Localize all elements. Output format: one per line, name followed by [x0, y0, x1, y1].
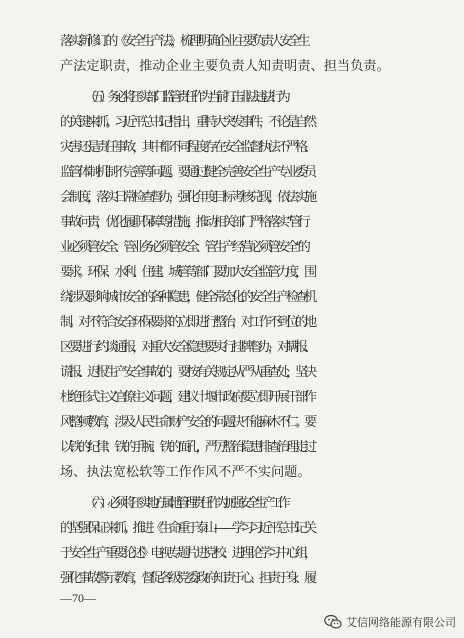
text-line: 会制度，落实日常检查督办，强化年度目标考核兑现，依法实施 [60, 190, 314, 205]
text-line: 区要进行约谈通报，对重大安全隐患要实行挂牌督办，对瞒报、 [60, 340, 314, 355]
page-number: —70— [60, 591, 96, 605]
text-line: 杜绝形式主义官僚主义问题，建议十堰市政府要立即开展干部作 [60, 390, 314, 405]
text-line: 制。对不符合安全环保要求的立即进行整治，对工作不到位的地 [60, 315, 314, 330]
text-line: 事故问责，优化履职保障等措施，推动相关部门严格落实“管行 [60, 215, 307, 230]
text-line: （五）务必将压实部门监管责任作为当前打击非法违法行为 [84, 90, 286, 105]
text-line: 监管体制机制不完善等问题。要通过健全完善安全生产专业委员 [60, 165, 314, 180]
text-line: 以铁的纪律、铁的手腕、铁的面孔，严厉整治隐患排查治理走过 [60, 440, 314, 455]
text-line: 场、执法宽松软等工作作风不严不实问题。 [60, 465, 311, 480]
text-line: 的坚强保证来抓。推进《生命重于泰山——学习习近平总书记关 [60, 521, 314, 536]
text-line: 产法定职责，推动企业主要负责人知责明责、担当负责。 [60, 59, 390, 74]
text-line: 灾害还是责任事故，其中都不同程度存在安全监督执法不严格、 [60, 140, 314, 155]
text-line: 要求。环保、水利、住建、城管等部门要加大安全监管力度，围 [60, 265, 314, 280]
text-line: 绕涉及影响城市安全的各种隐患，健全常态化的安全生产检查机 [60, 290, 314, 305]
text-line: 风整顿教育，涉及人民生命财产安全的问题决不能麻木不仁。要 [60, 415, 314, 430]
watermark-text: 艾信网络能源有限公司 [346, 616, 456, 629]
text-line: （六）必须将压实地方属地管理责任作为加强安全生产工作 [84, 496, 286, 511]
text-line: 强化事故警示教育，督促各级党委政府知责于心、担责于身、履 [60, 571, 314, 586]
text-line: 的关键来抓。习近平总书记指出，重特大突发事件，不论是自然 [60, 115, 314, 130]
text-line: 谎报、迟报生产安全事故的，要按有关规定从严从重查处，坚决 [60, 365, 314, 380]
text-line: 落实新修订的《安全生产法》，梳理明确企业主要负责人安全生 [60, 34, 307, 49]
text-line: 业必须管安全、管业务必须管安全、管生产经营必须管安全”的 [60, 240, 307, 255]
wechat-icon [324, 614, 342, 630]
watermark [324, 612, 456, 632]
text-line: 于安全生产重要论述》电视专题片进党校、进理论学习中心组， [60, 546, 314, 561]
